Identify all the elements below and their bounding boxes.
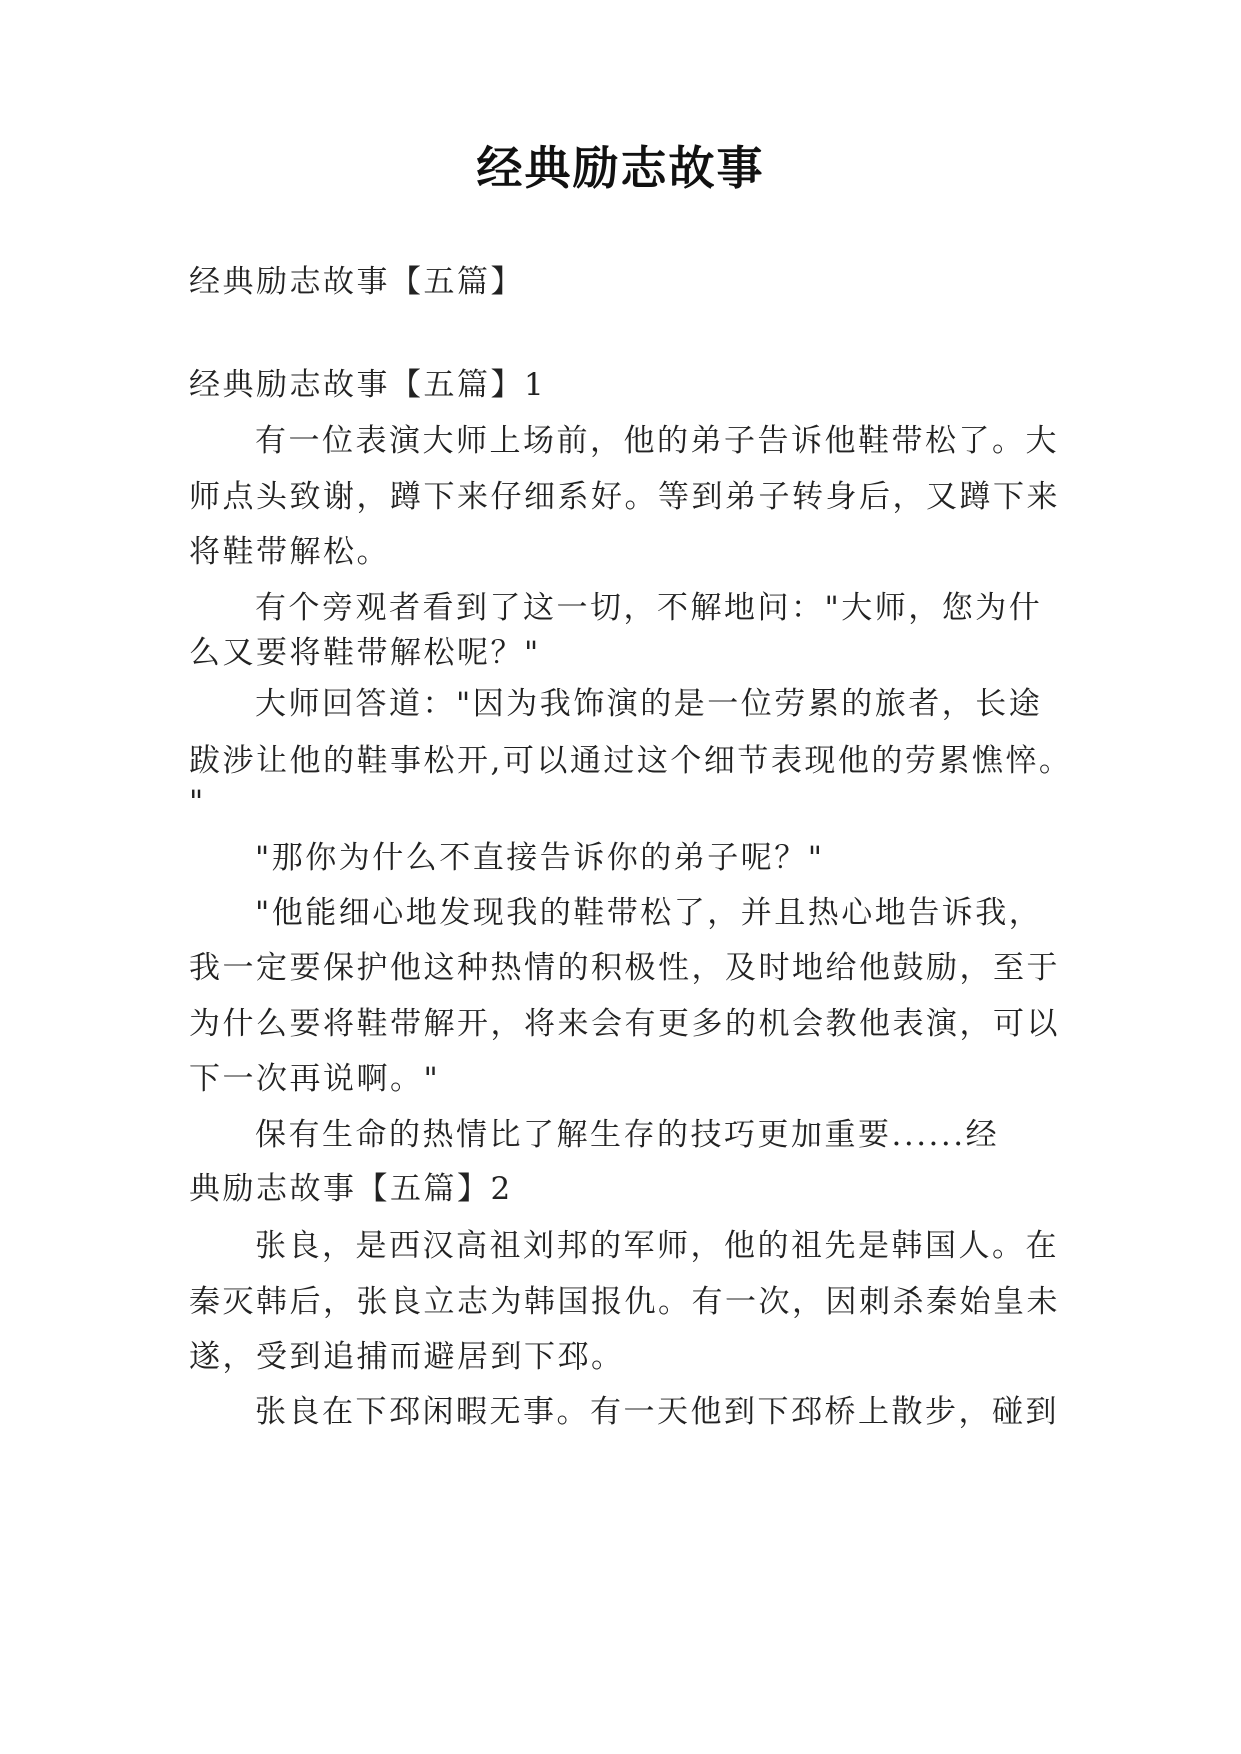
body-line: 为什么要将鞋带解开，将来会有更多的机会教他表演，可以: [189, 1006, 1060, 1042]
body-line: 跋涉让他的鞋事松开,可以通过这个细节表现他的劳累憔悴。: [189, 743, 1073, 779]
document-title: 经典励志故事: [476, 141, 765, 195]
body-line: 么又要将鞋带解松呢？": [189, 635, 541, 671]
story-heading-1: 经典励志故事【五篇】1: [189, 367, 547, 403]
body-line: ": [189, 784, 206, 820]
body-line: 有个旁观者看到了这一切，不解地问："大师，您为什: [255, 590, 1043, 626]
body-line: 大师回答道："因为我饰演的是一位劳累的旅者，长途: [255, 686, 1043, 722]
section-heading: 经典励志故事【五篇】: [189, 264, 524, 300]
body-line: 保有生命的热情比了解生存的技巧更加重要......经: [255, 1117, 1000, 1153]
body-line: 遂，受到追捕而避居到下邳。: [189, 1339, 625, 1375]
body-line: 将鞋带解松。: [189, 534, 390, 570]
body-line: 秦灭韩后，张良立志为韩国报仇。有一次，因刺杀秦始皇未: [189, 1284, 1060, 1320]
body-line: 下一次再说啊。": [189, 1061, 441, 1097]
body-line: 师点头致谢，蹲下来仔细系好。等到弟子转身后，又蹲下来: [189, 479, 1060, 515]
body-line: 有一位表演大师上场前，他的弟子告诉他鞋带松了。大: [255, 423, 1059, 459]
body-line: "他能细心地发现我的鞋带松了，并且热心地告诉我，: [255, 895, 1043, 931]
body-line: 张良在下邳闲暇无事。有一天他到下邳桥上散步，碰到: [255, 1394, 1059, 1430]
story-heading-2: 典励志故事【五篇】2: [189, 1171, 513, 1207]
body-line: "那你为什么不直接告诉你的弟子呢？": [255, 840, 825, 876]
body-line: 我一定要保护他这种热情的积极性，及时地给他鼓励，至于: [189, 950, 1060, 986]
body-line: 张良，是西汉高祖刘邦的军师，他的祖先是韩国人。在: [255, 1228, 1059, 1264]
